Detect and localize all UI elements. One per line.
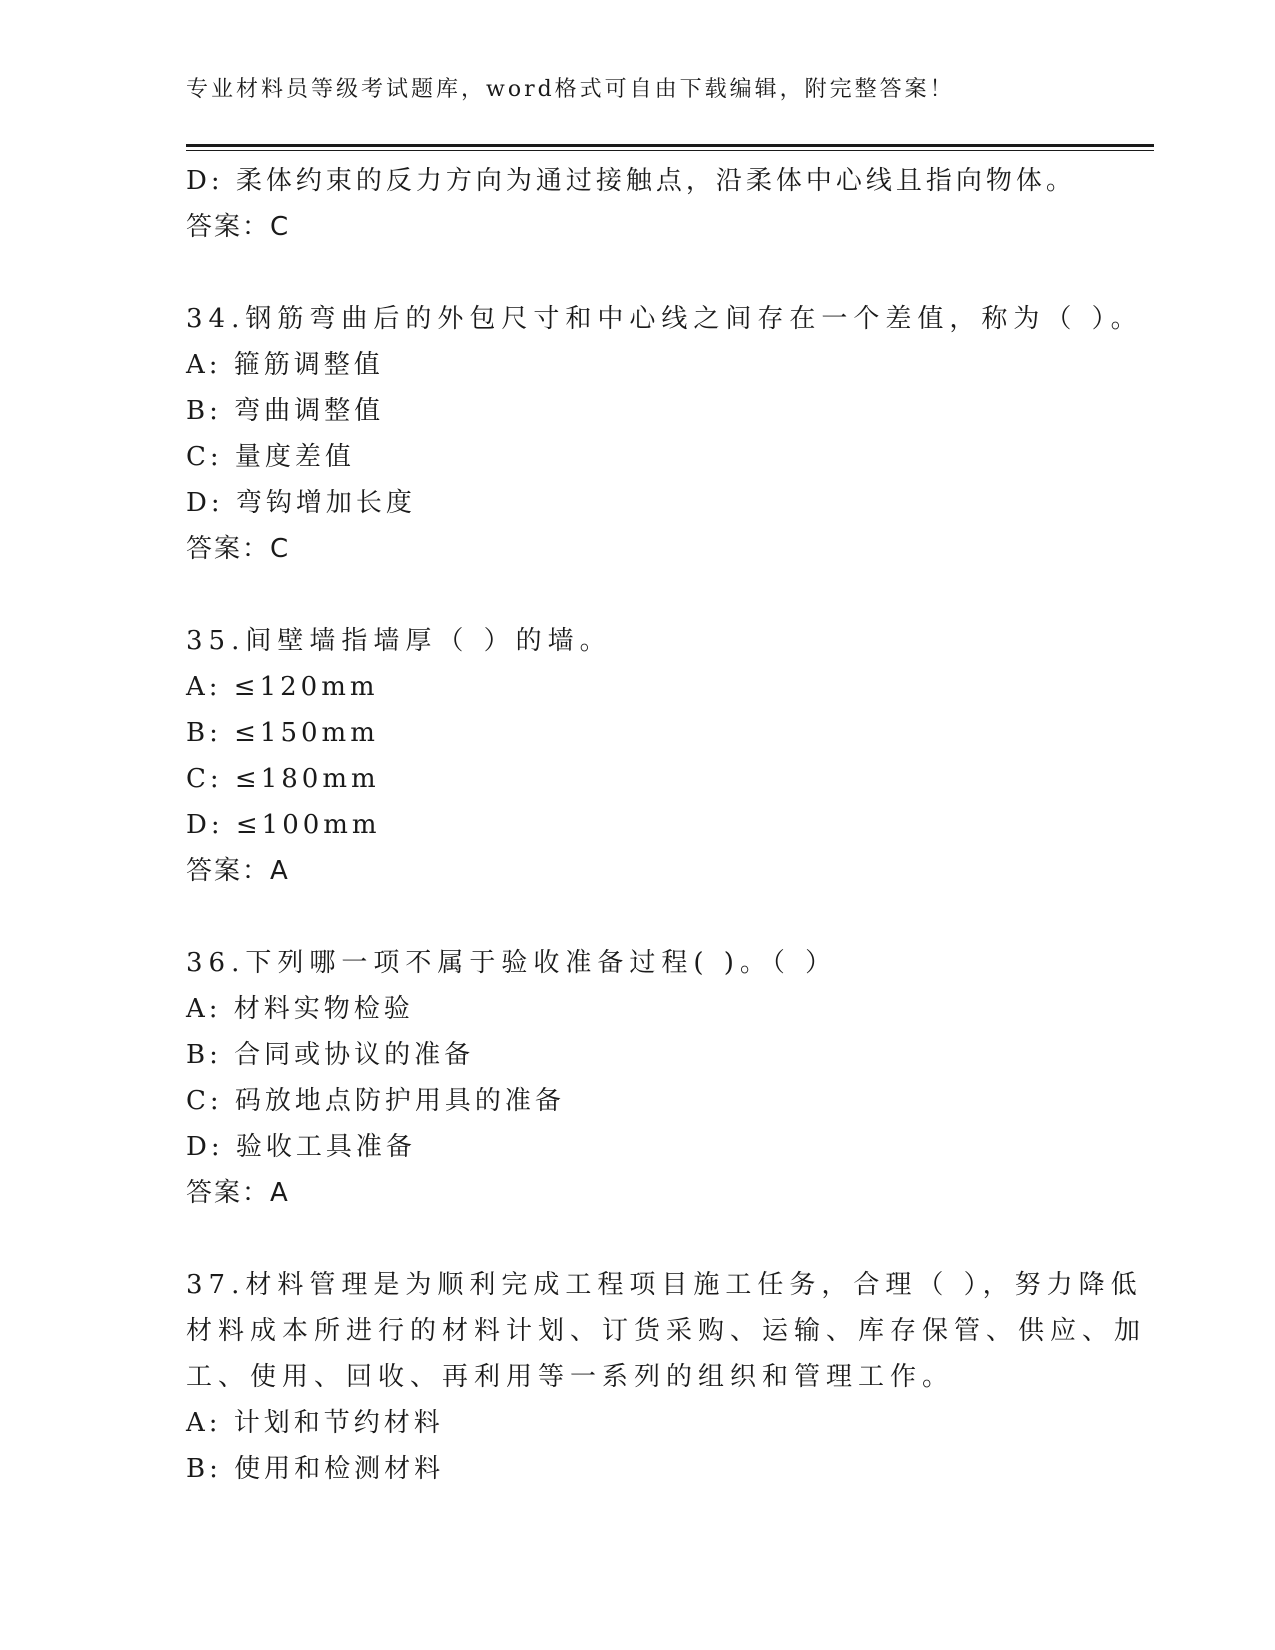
option-d: D: 柔体约束的反力方向为通过接触点，沿柔体中心线且指向物体。 bbox=[186, 166, 1076, 196]
spacer bbox=[186, 572, 1086, 618]
option-a: A: 箍筋调整值 bbox=[186, 350, 384, 380]
question-stem: 工、使用、回收、再利用等一系列的组织和管理工作。 bbox=[186, 1362, 955, 1392]
option-c: C: 量度差值 bbox=[186, 442, 355, 472]
spacer bbox=[186, 894, 1086, 940]
page-header: 专业材料员等级考试题库，word格式可自由下载编辑，附完整答案！ bbox=[186, 77, 955, 102]
spacer bbox=[186, 1216, 1086, 1262]
option-a: A: ≤120mm bbox=[186, 672, 379, 702]
question-stem: 材料成本所进行的材料计划、订货采购、运输、库存保管、供应、加 bbox=[186, 1316, 1147, 1346]
question-stem: 37.材料管理是为顺利完成工程项目施工任务，合理（ ），努力降低 bbox=[186, 1270, 1143, 1300]
question-stem: 35.间壁墙指墙厚（ ）的墙。 bbox=[186, 626, 612, 656]
option-b: B: 合同或协议的准备 bbox=[186, 1040, 475, 1070]
answer: 答案：A bbox=[186, 856, 290, 886]
question-content bbox=[186, 158, 1147, 1492]
option-d: D: 弯钩增加长度 bbox=[186, 488, 416, 518]
spacer bbox=[186, 250, 1086, 296]
option-b: B: 使用和检测材料 bbox=[186, 1454, 445, 1484]
answer: 答案：A bbox=[186, 1178, 290, 1208]
option-b: B: ≤150mm bbox=[186, 718, 379, 748]
header-rule-thin bbox=[186, 150, 1154, 151]
option-b: B: 弯曲调整值 bbox=[186, 396, 385, 426]
option-d: D: ≤100mm bbox=[186, 810, 381, 840]
question-stem: 36.下列哪一项不属于验收准备过程( )。（ ） bbox=[186, 948, 838, 978]
option-a: A: 材料实物检验 bbox=[186, 994, 414, 1024]
answer: 答案：C bbox=[186, 534, 291, 564]
option-a: A: 计划和节约材料 bbox=[186, 1408, 444, 1438]
option-c: C: ≤180mm bbox=[186, 764, 380, 794]
answer: 答案：C bbox=[186, 212, 291, 242]
option-d: D: 验收工具准备 bbox=[186, 1132, 416, 1162]
option-c: C: 码放地点防护用具的准备 bbox=[186, 1086, 565, 1116]
header-rule-thick bbox=[186, 144, 1154, 147]
question-stem: 34.钢筋弯曲后的外包尺寸和中心线之间存在一个差值，称为（ ）。 bbox=[186, 304, 1143, 334]
